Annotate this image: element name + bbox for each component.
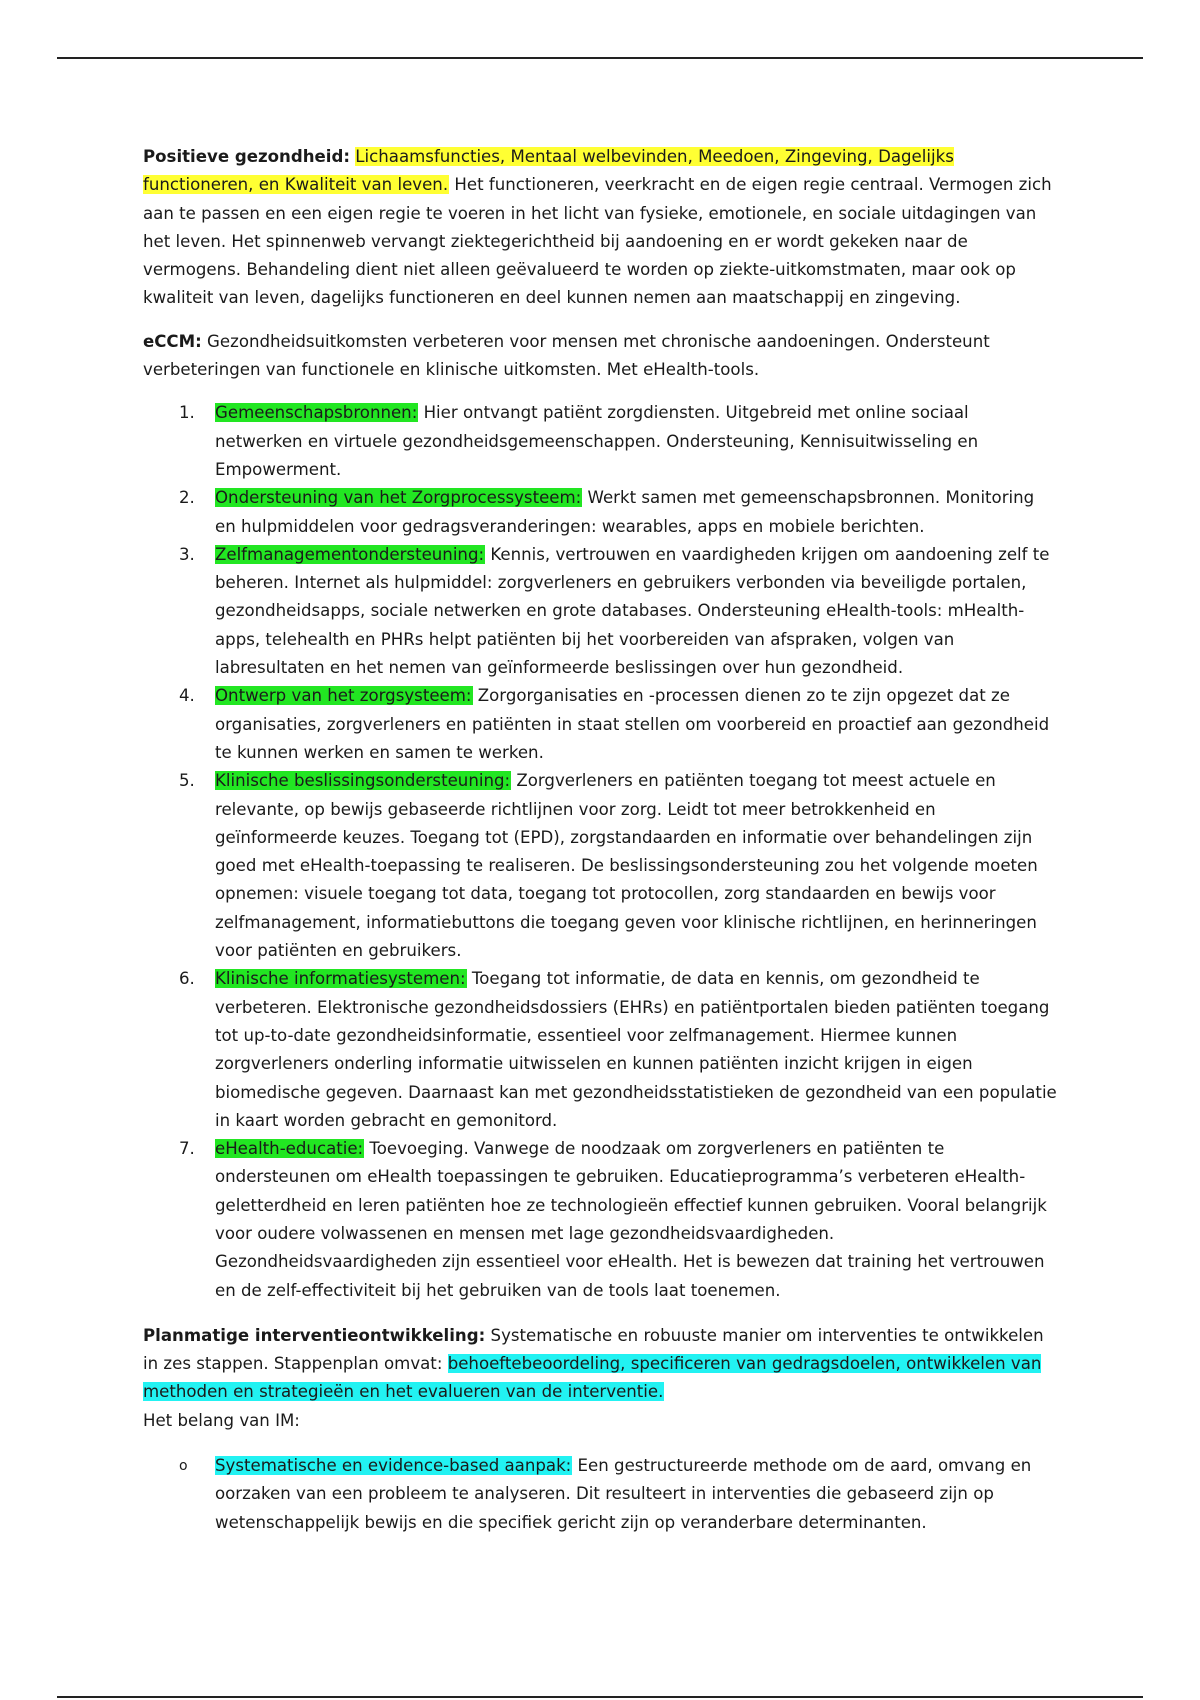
highlighted-text: eHealth-educatie: (215, 1139, 364, 1159)
circle-bullet-icon: o (179, 1458, 188, 1475)
body-text: Zorgorganisaties en -processen dienen zo te zijn opgezet dat ze organisaties, zorgverleners en patiënten in staat stellen om voorbereid en proactief aan gezondheid te kunnen werken en samen te werken. (215, 686, 1050, 762)
highlighted-text: Gemeenschapsbronnen: (215, 403, 418, 423)
highlighted-text: Zelfmanagementondersteuning: (215, 544, 485, 564)
paragraph-belang-im: Het belang van IM: (143, 1410, 300, 1430)
list-number: 4. (179, 686, 195, 706)
im-importance-list (143, 1452, 1058, 1537)
body-text: Kennis, vertrouwen en vaardigheden krijgen om aandoening zelf te beheren. Internet als hulpmiddel: zorgverleners en gebruikers verbonden via beveiligde portalen, gezondheidsapps, sociale netwerken en grote databases. Ondersteuning eHealth-tools: mHealth-apps, telehealth en PHRs helpt patiënten bij het voorbereiden van afspraken, volgen van labresultaten en het nemen van geïnformeerde beslissingen over hun gezondheid. (215, 544, 1050, 678)
list-number: 1. (179, 403, 195, 423)
body-text: Zorgverleners en patiënten toegang tot meest actuele en relevante, op bewijs gebaseerde richtlijnen voor zorg. Leidt tot meer betrokkenheid en geïnformeerde keuzes. Toegang tot (EPD), zorgstandaarden en informatie over behandelingen zijn goed met eHealth-toepassing te realiseren. De beslissingsondersteuning zou het volgende moeten opnemen: visuele toegang tot data, toegang tot protocollen, zorg standaarden en bewijs voor zelfmanagement, informatiebuttons die toegang geven voor klinische richtlijnen, en herinneringen voor patiënten en gebruikers. (215, 771, 1038, 961)
list-item (143, 1452, 1058, 1537)
list-number: 5. (179, 771, 195, 791)
highlighted-text: Systematische en evidence-based aanpak: (215, 1456, 572, 1476)
list-number: 2. (179, 488, 195, 508)
list-item (143, 1135, 1058, 1305)
list-number: 7. (179, 1139, 195, 1159)
highlighted-text: Ontwerp van het zorgsysteem: (215, 686, 472, 706)
list-item (143, 767, 1058, 965)
term-label: eCCM: (143, 331, 202, 351)
body-text: Hier ontvangt patiënt zorgdiensten. Uitgebreid met online sociaal netwerken en virtuele gezondheidsgemeenschappen. Ondersteuning, Kennisuitwisseling en Empowerment. (215, 403, 979, 479)
paragraph-planmatige-interventieontwikkeling (143, 1322, 1058, 1407)
footer-rule (57, 1696, 1143, 1698)
eccm-component-list (143, 399, 1058, 1305)
highlighted-text: Ondersteuning van het Zorgprocessysteem: (215, 488, 582, 508)
body-text: Een gestructureerde methode om de aard, omvang en oorzaken van een probleem te analyseren. Dit resulteert in interventies die gebaseerd zijn op wetenschappelijk bewijs en die specifiek gericht zijn op veranderbare determinanten. (215, 1456, 1032, 1532)
highlighted-text: Klinische informatiesystemen: (215, 969, 466, 989)
list-item (143, 484, 1058, 541)
list-item (143, 682, 1058, 767)
term-label: Positieve gezondheid: (143, 147, 351, 166)
paragraph-positieve-gezondheid (143, 143, 1058, 313)
body-text: Toegang tot informatie, de data en kennis, om gezondheid te verbeteren. Elektronische gezondheidsdossiers (EHRs) en patiëntportalen bieden patiënten toegang tot up-to-date gezondheidsinformatie, essentieel voor zelfmanagement. Hiermee kunnen zorgverleners onderling informatie uitwisselen en kunnen patiënten inzicht krijgen in eigen biomedische gegeven. Daarnaast kan met gezondheidsstatistieken de gezondheid van een populatie in kaart worden gebracht en gemonitord. (215, 969, 1057, 1130)
body-text: Het functioneren, veerkracht en de eigen regie centraal. Vermogen zich aan te passen en een eigen regie te voeren in het licht van fysieke, emotionele, en sociale uitdagingen van het leven. Het spinnenweb vervangt ziektegerichtheid bij aandoening en er wordt gekeken naar de vermogens. Behandeling dient niet alleen geëvalueerd te worden op ziekte-uitkomstmaten, maar ook op kwaliteit van leven, dagelijks functioneren en deel kunnen nemen aan maatschappij en zingeving. (143, 175, 1052, 308)
list-item (143, 541, 1058, 682)
list-number: 6. (179, 969, 195, 989)
body-text: Toevoeging. Vanwege de noodzaak om zorgverleners en patiënten te ondersteunen om eHealth toepassingen te gebruiken. Educatieprogramma’s verbeteren eHealth-geletterdheid en leren patiënten hoe ze technologieën effectief kunnen gebruiken. Vooral belangrijk voor oudere volwassenen en mensen met lage gezondheidsvaardigheden. Gezondheidsvaardigheden zijn essentieel voor eHealth. Het is bewezen dat training het vertrouwen en de zelf-effectiviteit bij het gebruiken van de tools laat toenemen. (215, 1139, 1047, 1300)
highlighted-text: Klinische beslissingsondersteuning: (215, 771, 511, 791)
document-body (143, 143, 1058, 1537)
highlighted-text: Lichaamsfuncties, Mentaal welbevinden, Meedoen, Zingeving, Dagelijks functioneren, en Kwaliteit van leven. (143, 147, 954, 195)
list-number: 3. (179, 544, 195, 564)
paragraph-eccm (143, 328, 1058, 385)
highlighted-text: behoeftebeoordeling, specificeren van gedragsdoelen, ontwikkelen van methoden en strategieën en het evalueren van de interventie. (143, 1354, 1042, 1402)
list-item (143, 399, 1058, 484)
body-text: Systematische en robuuste manier om interventies te ontwikkelen in zes stappen. Stappenplan omvat: (143, 1325, 1044, 1374)
term-label: Planmatige interventieontwikkeling: (143, 1325, 486, 1345)
body-text: Werkt samen met gemeenschapsbronnen. Monitoring en hulpmiddelen voor gedragsveranderingen: wearables, apps en mobiele berichten. (215, 488, 1035, 536)
body-text: Gezondheidsuitkomsten verbeteren voor mensen met chronische aandoeningen. Ondersteunt verbeteringen van functionele en klinische uitkomsten. Met eHealth-tools. (143, 331, 990, 380)
header-rule (57, 57, 1143, 59)
list-item (143, 965, 1058, 1135)
